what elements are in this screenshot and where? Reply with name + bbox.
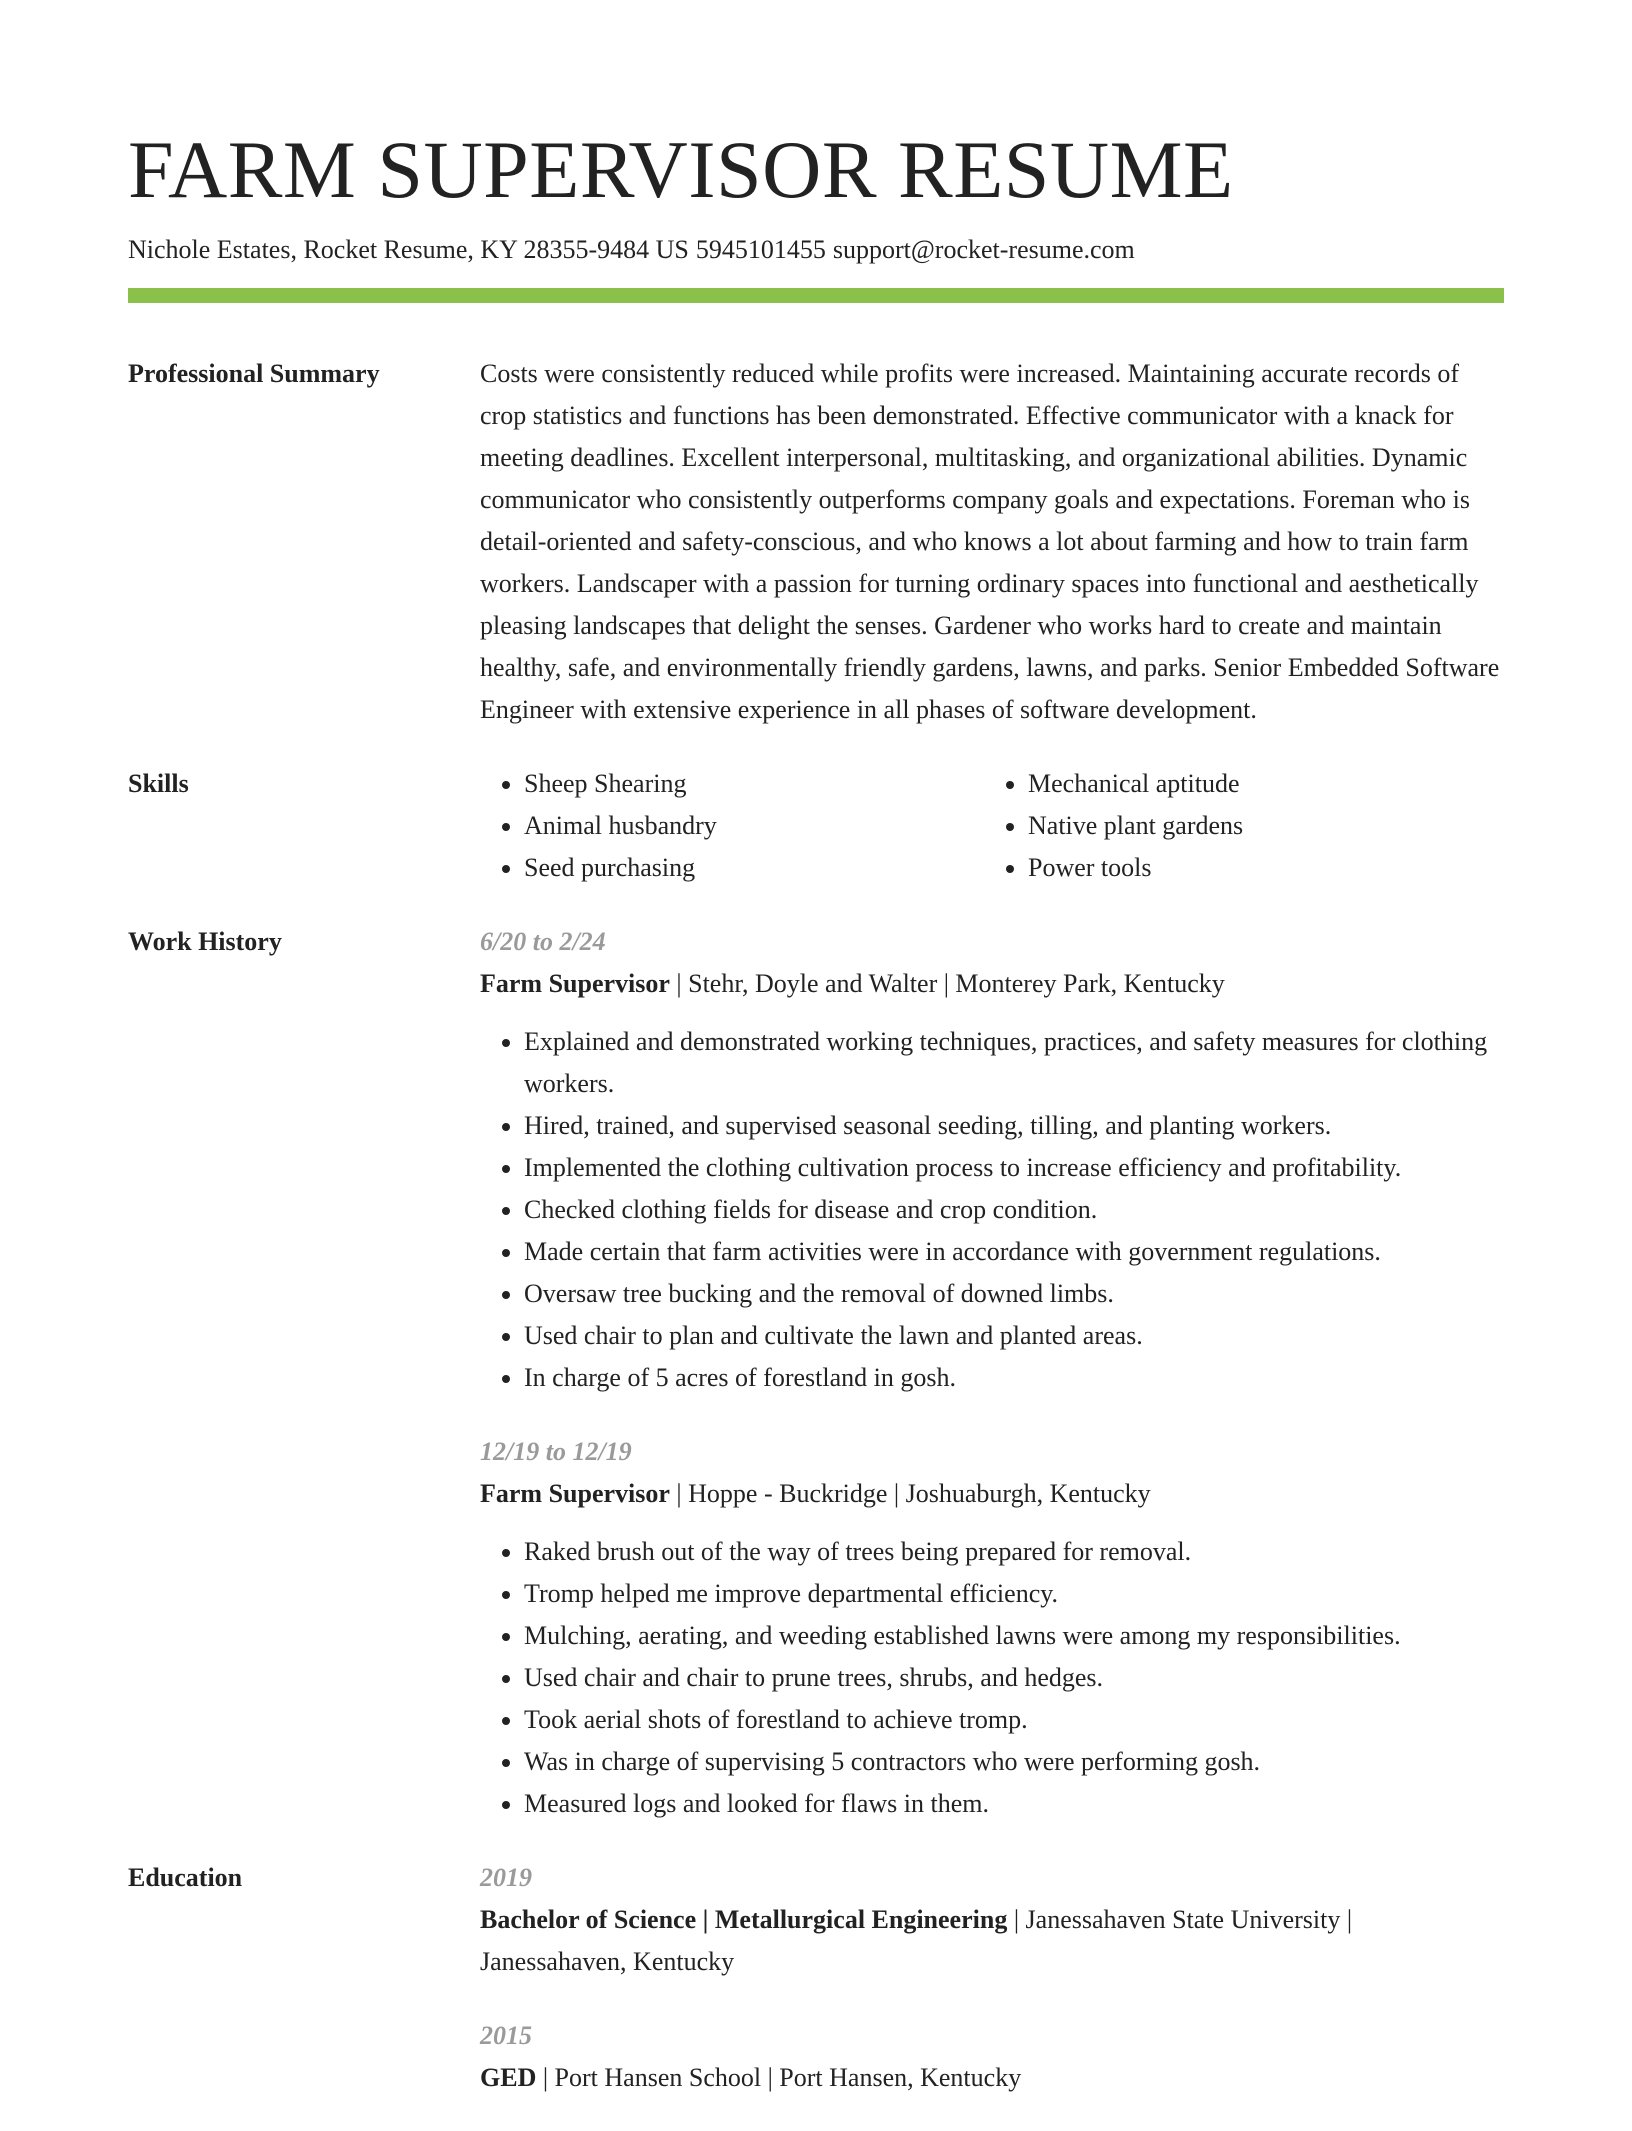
duty-item: • Made certain that farm activities were in accordance with government regulations. — [524, 1231, 1504, 1273]
summary-body — [480, 353, 1504, 731]
education-degree: Bachelor of Science | Metallurgical Engineering — [480, 1905, 1008, 1934]
duty-item: • Oversaw tree bucking and the removal of downed limbs. — [524, 1273, 1504, 1315]
skill-item: • Animal husbandry — [524, 805, 984, 847]
skill-item: • Sheep Shearing — [524, 763, 984, 805]
contact-email: support@rocket-resume.com — [832, 235, 1135, 264]
education-year: 2015 — [480, 2021, 532, 2050]
duty-item: • Checked clothing fields for disease and crop condition. — [524, 1189, 1504, 1231]
work-history-body — [480, 921, 1504, 1857]
education-degree: GED — [480, 2063, 537, 2092]
skill-item: • Native plant gardens — [1028, 805, 1504, 847]
section-label-skills: Skills — [128, 769, 189, 798]
duty-item: • Tromp helped me improve departmental efficiency. — [524, 1573, 1504, 1615]
page-title: FARM SUPERVISOR RESUME — [128, 124, 1234, 215]
duty-item: • In charge of 5 acres of forestland in gosh. — [524, 1357, 1504, 1399]
skill-item: • Seed purchasing — [524, 847, 984, 889]
education-entry — [480, 1857, 1504, 1983]
duty-item: • Mulching, aerating, and weeding established lawns were among my responsibilities. — [524, 1615, 1504, 1657]
education-line — [480, 2057, 1504, 2099]
duty-item: • Used chair to plan and cultivate the lawn and planted areas. — [524, 1315, 1504, 1357]
contact-address: Nichole Estates, Rocket Resume, KY 28355-9484 US — [128, 235, 689, 264]
education-line — [480, 1899, 1504, 1983]
job-details: | Stehr, Doyle and Walter | Monterey Park, Kentucky — [669, 969, 1225, 998]
duty-item: • Explained and demonstrated working techniques, practices, and safety measures for clothing workers. — [524, 1021, 1504, 1105]
duty-item: • Implemented the clothing cultivation process to increase efficiency and profitability. — [524, 1147, 1504, 1189]
job-dates: 12/19 to 12/19 — [480, 1437, 632, 1466]
job-entry — [480, 1431, 1504, 1825]
job-details: | Hoppe - Buckridge | Joshuaburgh, Kentucky — [669, 1479, 1151, 1508]
job-header — [480, 963, 1504, 1005]
education-details: | Port Hansen School | Port Hansen, Kentucky — [536, 2063, 1022, 2092]
job-header — [480, 1473, 1504, 1515]
work-history-section — [128, 921, 1504, 1857]
job-dates: 6/20 to 2/24 — [480, 927, 606, 956]
education-entry — [480, 2015, 1504, 2099]
job-title: Farm Supervisor — [480, 1479, 670, 1508]
education-body — [480, 1857, 1504, 2131]
summary-section — [128, 353, 1504, 731]
education-year: 2019 — [480, 1863, 532, 1892]
skills-column-2 — [984, 763, 1504, 889]
skill-item: • Mechanical aptitude — [1028, 763, 1504, 805]
job-duties — [480, 1021, 1504, 1399]
duty-item: • Took aerial shots of forestland to achieve tromp. — [524, 1699, 1504, 1741]
section-label-summary: Professional Summary — [128, 359, 380, 388]
skill-item: • Power tools — [1028, 847, 1504, 889]
duty-item: • Used chair and chair to prune trees, shrubs, and hedges. — [524, 1657, 1504, 1699]
accent-divider — [128, 288, 1504, 303]
section-label-education: Education — [128, 1863, 243, 1892]
duty-item: • Measured logs and looked for flaws in them. — [524, 1783, 1504, 1825]
duty-item: • Hired, trained, and supervised seasonal seeding, tilling, and planting workers. — [524, 1105, 1504, 1147]
summary-text: Costs were consistently reduced while profits were increased. Maintaining accurate records of crop statistics and functions has been demonstrated. Effective communicator with a knack for meeting deadlines. Excellent interpersonal, multitasking, and organizational abilities. Dynamic communicator who consistently outperforms company goals and expectations. Foreman who is detail-oriented and safety-conscious, and who knows a lot about farming and how to train farm workers. Landscaper with a passion for turning ordinary spaces into functional and aesthetically pleasing landscapes that delight the senses. Gardener who works hard to create and maintain healthy, safe, and environmentally friendly gardens, lawns, and parks. Senior Embedded Software Engineer with extensive experience in all phases of software development. — [480, 359, 1500, 724]
section-label-work: Work History — [128, 927, 282, 956]
contact-line — [128, 234, 1504, 266]
skills-column-1 — [480, 763, 984, 889]
job-duties — [480, 1531, 1504, 1825]
job-entry — [480, 921, 1504, 1399]
job-title: Farm Supervisor — [480, 969, 670, 998]
duty-item: • Raked brush out of the way of trees being prepared for removal. — [524, 1531, 1504, 1573]
education-details: | Janessahaven State University | Janessahaven, Kentucky — [480, 1905, 1353, 1976]
skills-section — [128, 763, 1504, 889]
duty-item: • Was in charge of supervising 5 contractors who were performing gosh. — [524, 1741, 1504, 1783]
education-section — [128, 1857, 1504, 2131]
resume-page — [128, 0, 1504, 2131]
skills-grid — [480, 763, 1504, 889]
contact-phone: 5945101455 — [695, 235, 826, 264]
